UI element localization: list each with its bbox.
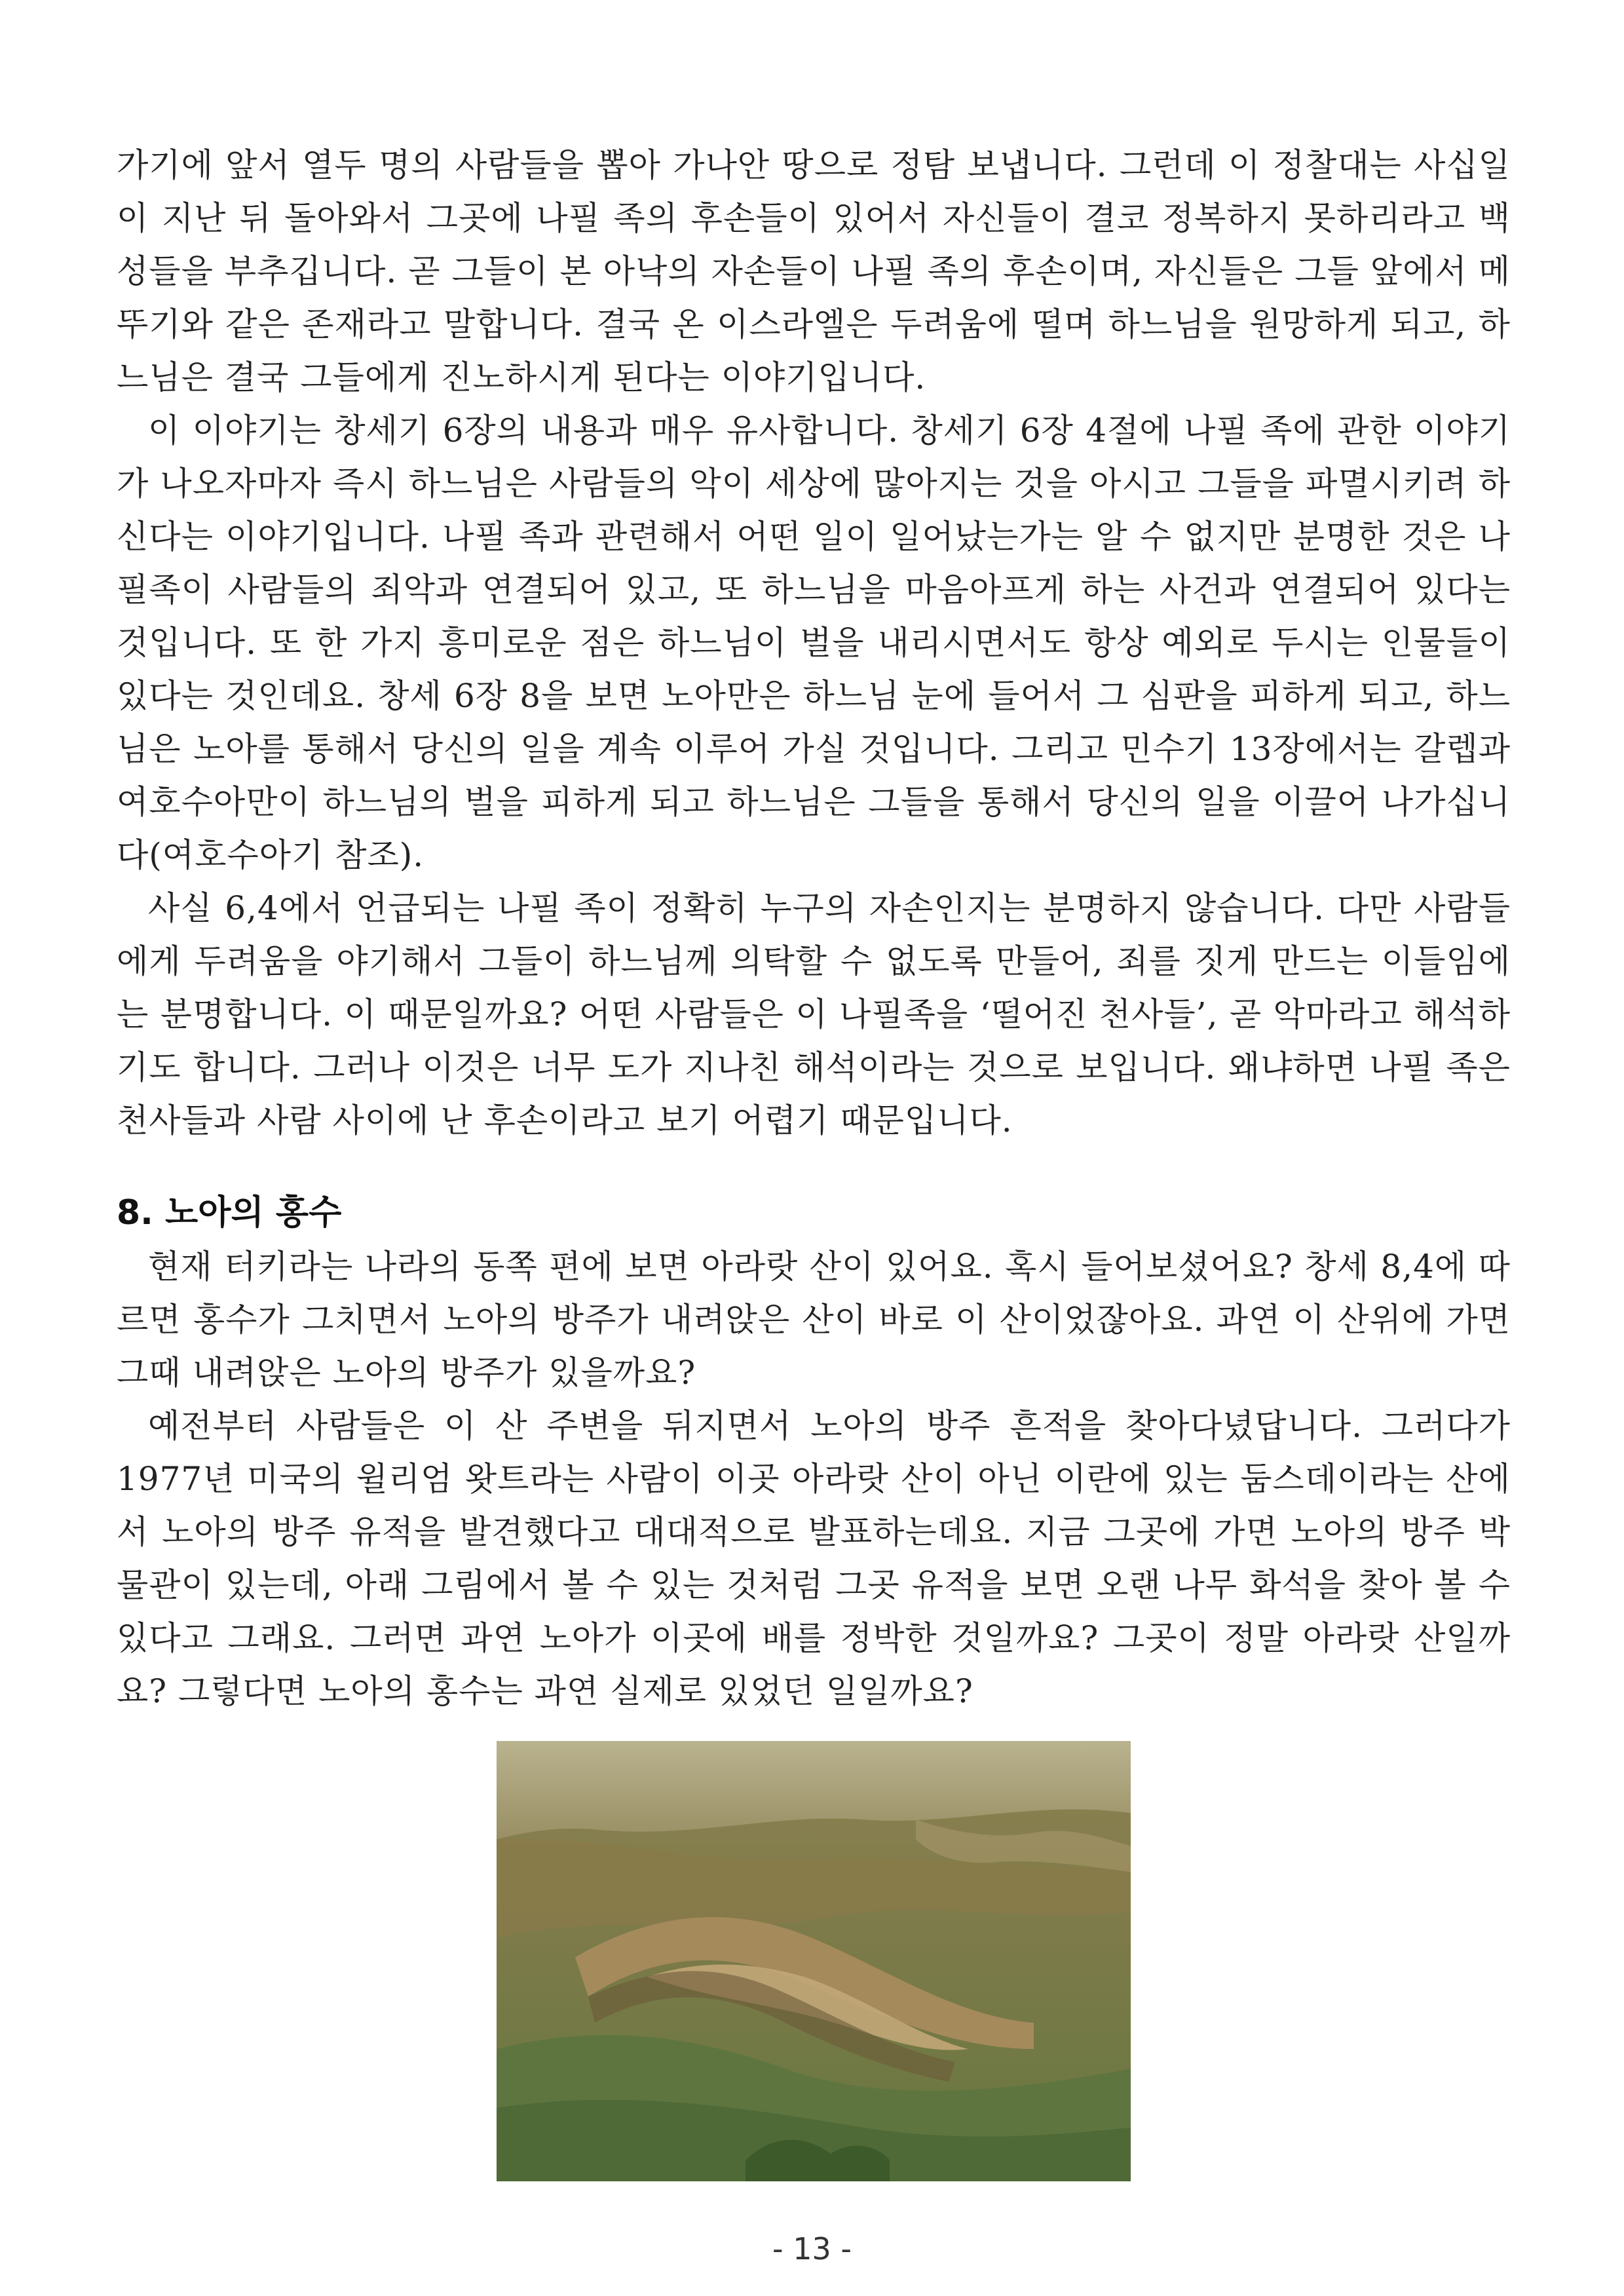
body-paragraph-3: 사실 6,4에서 언급되는 나필 족이 정확히 누구의 자손인지는 분명하지 않습니다. 다만 사람들에게 두려움을 야기해서 그들이 하느님께 의탁할 수 없도록 만들어, 죄를 짓게 만드는 이들임에는 분명합니다. 이 때문일까요? 어떤 사람들은 이 나필족을 ‘떨어진 천사들’, 곧 악마라고 해석하기도 합니다. 그러나 이것은 너무 도가 지나친 해석이라는 것으로 보입니다. 왜냐하면 나필 족은 천사들과 사람 사이에 난 후손이라고 보기 어렵기 때문입니다.: [117, 889, 1511, 1139]
document-page: [117, 139, 1511, 2181]
body-paragraph-2: 이 이야기는 창세기 6장의 내용과 매우 유사합니다. 창세기 6장 4절에 나필 족에 관한 이야기가 나오자마자 즉시 하느님은 사람들의 악이 세상에 많아지는 것을 아시고 그들을 파멸시키려 하신다는 이야기입니다. 나필 족과 관련해서 어떤 일이 일어났는가는 알 수 없지만 분명한 것은 나필족이 사람들의 죄악과 연결되어 있고, 또 하느님을 마음아프게 하는 사건과 연결되어 있다는 것입니다. 또 한 가지 흥미로운 점은 하느님이 벌을 내리시면서도 항상 예외로 두시는 인물들이 있다는 것인데요. 창세 6장 8을 보면 노아만은 하느님 눈에 들어서 그 심판을 피하게 되고, 하느님은 노아를 통해서 당신의 일을 계속 이루어 가실 것입니다. 그리고 민수기 13장에서는 갈렙과 여호수아만이 하느님의 벌을 피하게 되고 하느님은 그들을 통해서 당신의 일을 이끌어 나가십니다(여호수아기 참조).: [117, 411, 1511, 874]
section-paragraph-2: 예전부터 사람들은 이 산 주변을 뒤지면서 노아의 방주 흔적을 찾아다녔답니다. 그러다가 1977년 미국의 윌리엄 왓트라는 사람이 이곳 아라랏 산이 아닌 이란에 있는 둠스데이라는 산에서 노아의 방주 유적을 발견했다고 대대적으로 발표하는데요. 지금 그곳에 가면 노아의 방주 박물관이 있는데, 아래 그림에서 볼 수 있는 것처럼 그곳 유적을 보면 오랜 나무 화석을 찾아 볼 수 있다고 그래요. 그러면 과연 노아가 이곳에 배를 정박한 것일까요? 그곳이 정말 아라랏 산일까요? 그렇다면 노아의 홍수는 과연 실제로 있었던 일일까요?: [117, 1407, 1511, 1710]
section-heading: 8. 노아의 홍수: [117, 1193, 342, 1233]
section-paragraph-1: 현재 터키라는 나라의 동쪽 편에 보면 아라랏 산이 있어요. 혹시 들어보셨어요? 창세 8,4에 따르면 홍수가 그치면서 노아의 방주가 내려앉은 산이 바로 이 산이었잖아요. 과연 이 산위에 가면 그때 내려앉은 노아의 방주가 있을까요?: [117, 1248, 1511, 1392]
page-number: - 13 -: [772, 2231, 852, 2267]
body-paragraph-1: 가기에 앞서 열두 명의 사람들을 뽑아 가나안 땅으로 정탐 보냅니다. 그런데 이 정찰대는 사십일이 지난 뒤 돌아와서 그곳에 나필 족의 후손들이 있어서 자신들이 결코 정복하지 못하리라고 백성들을 부추깁니다. 곧 그들이 본 아낙의 자손들이 나필 족의 후손이며, 자신들은 그들 앞에서 메뚜기와 같은 존재라고 말합니다. 결국 온 이스라엘은 두려움에 떨며 하느님을 원망하게 되고, 하느님은 결국 그들에게 진노하시게 된다는 이야기입니다.: [117, 146, 1511, 396]
landscape-photo-icon: [497, 1741, 1131, 2181]
figure: [117, 1741, 1511, 2181]
